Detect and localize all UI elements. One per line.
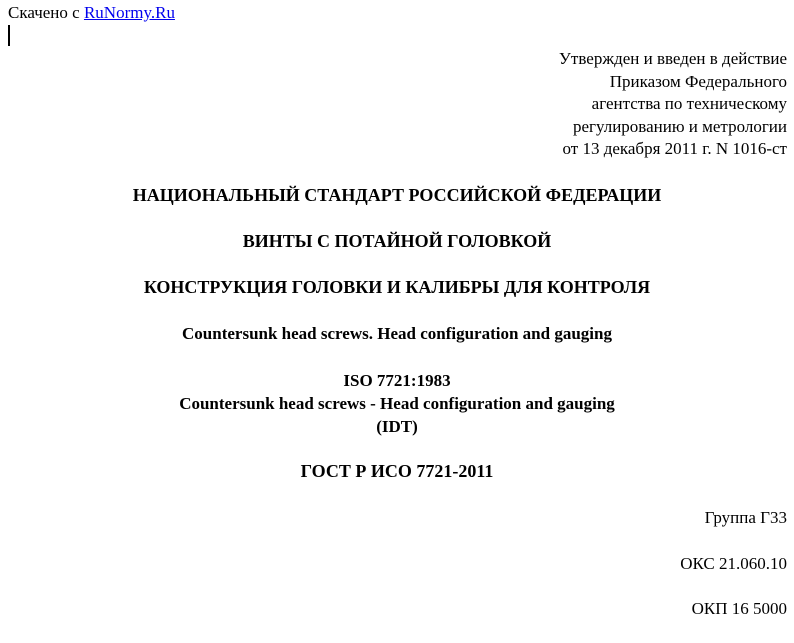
iso-equivalence-degree: (IDT) bbox=[376, 417, 418, 436]
standard-type-heading: НАЦИОНАЛЬНЫЙ СТАНДАРТ РОССИЙСКОЙ ФЕДЕРАЦИИ bbox=[132, 185, 662, 205]
approval-line: регулированию и метрологии bbox=[572, 116, 787, 136]
classification-group: Группа Г33 bbox=[704, 508, 787, 527]
gost-designation: ГОСТ Р ИСО 7721-2011 bbox=[300, 461, 494, 481]
download-prefix: Скачено с bbox=[8, 3, 84, 22]
iso-number: ISO 7721:1983 bbox=[343, 371, 451, 390]
approval-line: Приказом Федерального bbox=[609, 71, 787, 91]
approval-line: Утвержден и введен в действие bbox=[558, 49, 787, 68]
iso-reference-block bbox=[0, 369, 794, 438]
classification-oks: ОКС 21.060.10 bbox=[680, 554, 787, 573]
standard-title-line1: ВИНТЫ С ПОТАЙНОЙ ГОЛОВКОЙ bbox=[242, 231, 552, 251]
standard-title-line2: КОНСТРУКЦИЯ ГОЛОВКИ И КАЛИБРЫ ДЛЯ КОНТРОЛЯ bbox=[143, 277, 651, 297]
approval-line: от 13 декабря 2011 г. N 1016-ст bbox=[562, 139, 787, 158]
standard-title-english: Countersunk head screws. Head configuration and gauging bbox=[182, 324, 612, 343]
approval-line: агентства по техническому bbox=[591, 94, 787, 113]
download-source-line bbox=[8, 3, 175, 23]
approval-block bbox=[559, 48, 787, 161]
iso-title: Countersunk head screws - Head configuration and gauging bbox=[179, 394, 615, 413]
text-cursor bbox=[8, 25, 10, 46]
classification-okp: ОКП 16 5000 bbox=[691, 599, 787, 618]
runormy-link[interactable]: RuNormy.Ru bbox=[83, 3, 175, 22]
